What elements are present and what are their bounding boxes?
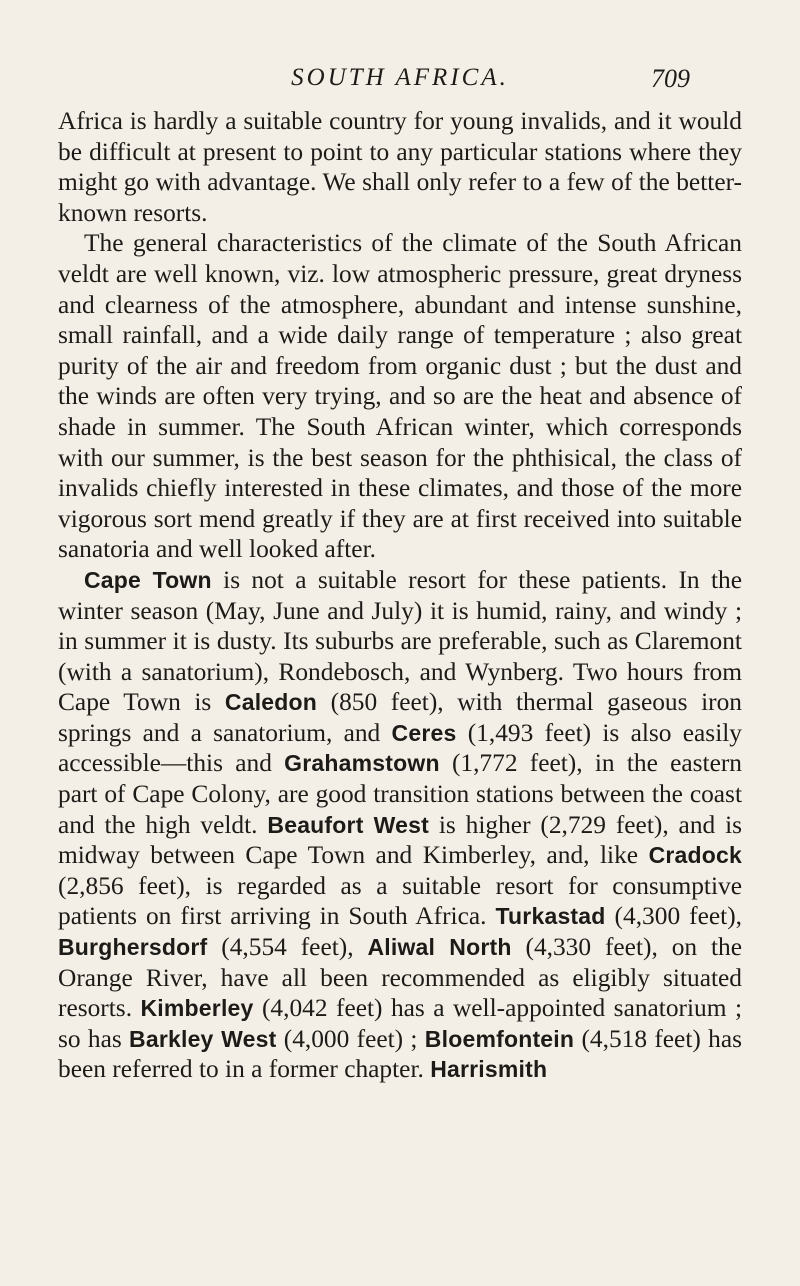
text-run: (1,772 feet), in the eastern part of Cape Colony, are good transition stations between the coast and the high veldt. (58, 749, 742, 839)
paragraph (58, 228, 742, 565)
place-name: Aliwal North (367, 934, 512, 961)
text-run: (4,518 feet) has been referred to in a former chapter. (58, 1024, 742, 1084)
place-name: Bloemfontein (424, 1025, 575, 1052)
text-run: Africa is hardly a suitable country for young invalids, and it would be difficult at present to point to any particular stations where they might go with advantage. We shall only refer to a few of the better-known resorts. (58, 107, 742, 227)
page-header (0, 64, 800, 104)
text-run: (4,330 feet), on the Orange River, have all been recommended as eligibly situated resorts. (58, 933, 742, 1023)
paragraph (58, 106, 742, 228)
text-run: (4,300 feet), (605, 902, 743, 931)
place-name: Beaufort West (267, 811, 429, 838)
text-run: (4,000 feet) ; (276, 1024, 425, 1053)
place-name: Harrismith (430, 1056, 548, 1083)
place-name: Barkley West (129, 1025, 277, 1052)
place-name: Turkastad (495, 903, 606, 930)
body-text (58, 106, 742, 1085)
place-name: Grahamstown (284, 750, 440, 777)
page-number: 709 (651, 64, 690, 93)
text-run: is not a suitable resort for these patients. In the winter season (May, June and July) it is humid, rainy, and windy ; in summer it is dusty. Its suburbs are preferable, such as Claremont (with a sanatorium), Rondebosch, and Wynberg. Two hours from Cape Town is (58, 565, 743, 717)
running-head: SOUTH AFRICA. (291, 64, 509, 91)
text-run: (4,554 feet), (207, 933, 368, 962)
paragraph (58, 565, 742, 1085)
text-run: (2,856 feet), is regarded as a suitable resort for consumptive patients on first arriving in South Africa. (58, 871, 742, 931)
place-name: Ceres (391, 719, 457, 746)
text-run: (850 feet), with thermal gaseous iron springs and a sanatorium, and (58, 688, 742, 747)
text-run: is higher (2,729 feet), and is midway between Cape Town and Kimberley, and, like (58, 810, 743, 870)
place-name: Burghersdorf (58, 934, 208, 961)
text-run: (4,042 feet) has a well-appointed sanatorium ; so has (58, 994, 743, 1053)
text-run: (1,493 feet) is also easily accessible—this and (58, 718, 742, 778)
place-name: Caledon (224, 689, 318, 716)
place-name: Cradock (648, 842, 742, 869)
text-run: The general characteristics of the climate of the South African veldt are well known, viz. low atmospheric pressure, great dryness and clearness of the atmosphere, abundant and intense sunshine, small rainfall, and a wide daily range of temperature ; also great purity of the air and freedom from organic dust ; but the dust and the winds are often very trying, and so are the heat and absence of shade in summer. The South African winter, which corresponds with our summer, is the best season for the phthisical, the class of invalids chiefly interested in these climates, and those of the more vigorous sort mend greatly if they are at first received into suitable sanatoria and well looked after. (58, 229, 742, 564)
place-name: Kimberley (140, 995, 254, 1022)
place-name: Cape Town (84, 566, 212, 593)
